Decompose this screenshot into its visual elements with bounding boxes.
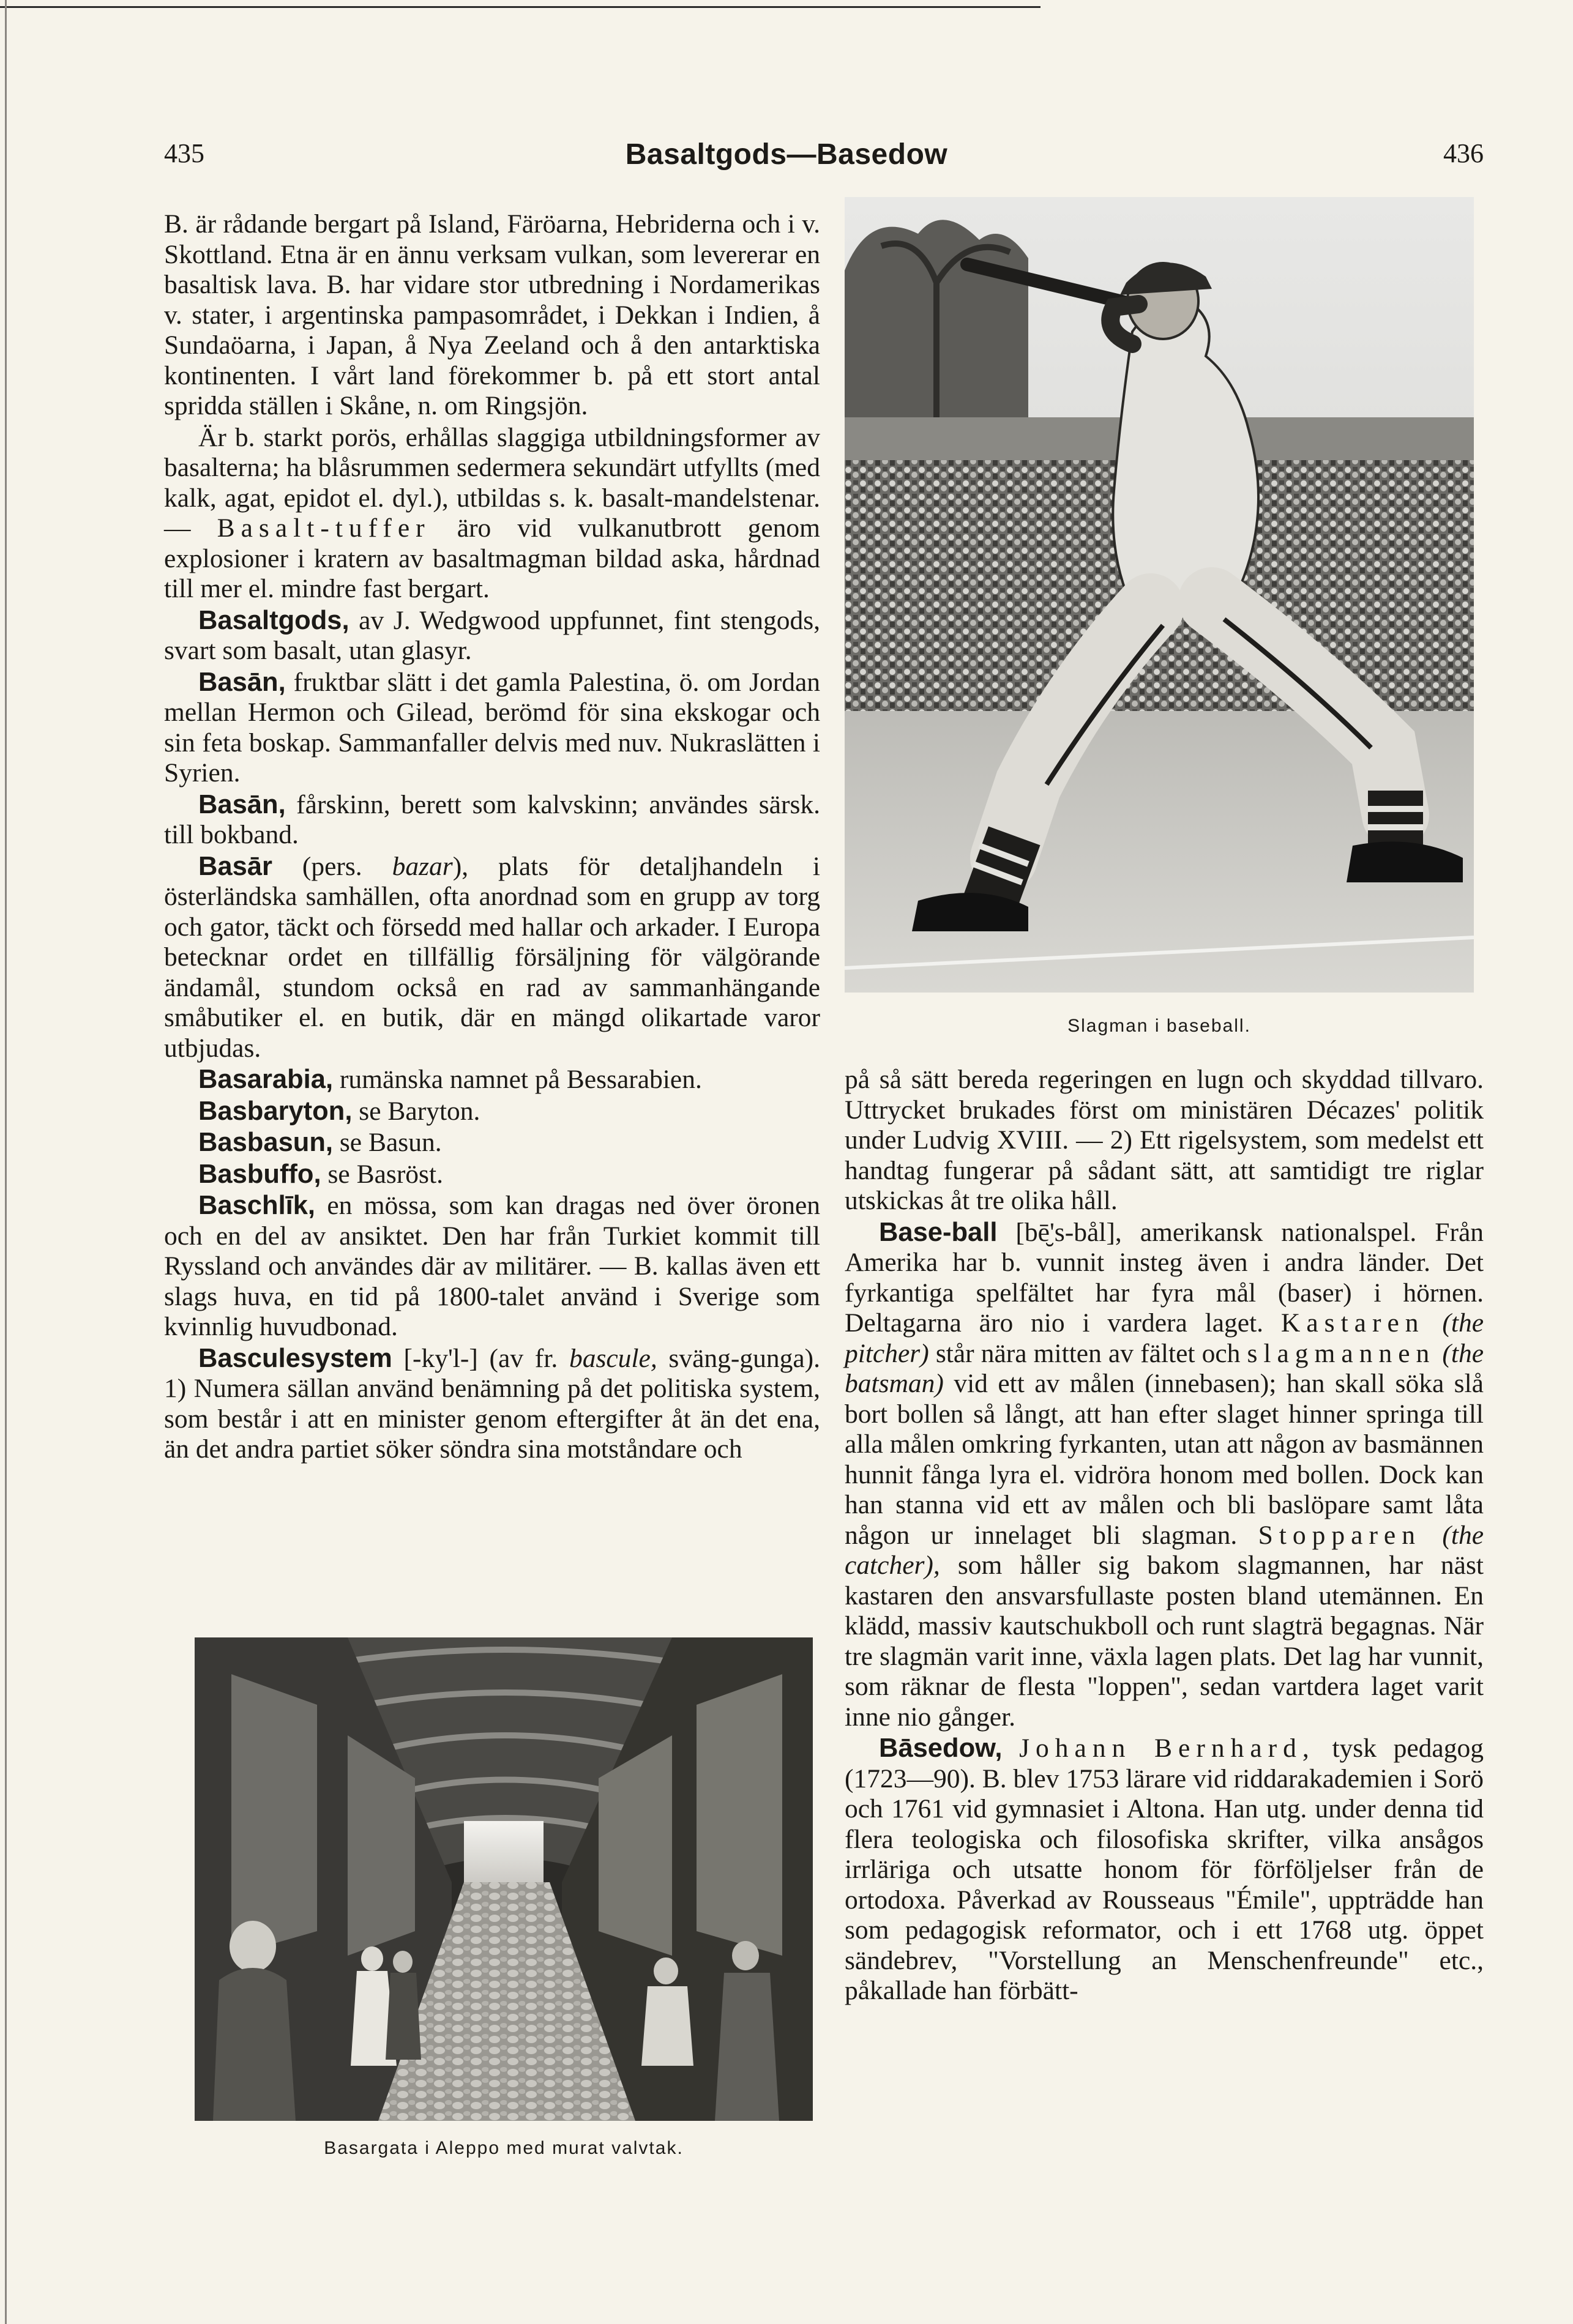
headword: Basār <box>198 851 272 881</box>
text: står nära mitten av fältet och <box>935 1338 1241 1368</box>
headword: Baschlīk, <box>198 1191 316 1220</box>
headword: Base-ball <box>879 1217 998 1247</box>
text: äro vid vulkanutbrott genom explosioner i kratern av basaltmagman bildad aska, hårdnad till mer el. mindre fast bergart. <box>164 513 820 603</box>
text: se Basröst. <box>327 1159 443 1189</box>
bazaar-street-illustration <box>195 1637 813 2121</box>
basalt-paragraph-2 <box>164 423 820 605</box>
baseball-photo <box>845 197 1474 993</box>
entry-basbuffo <box>164 1160 820 1190</box>
text: fruktbar slätt i det gamla Palestina, ö. om Jordan mellan Hermon och Gilead, berömd för sina ekskogar och sin feta boskap. Sammanfaller delvis med nuv. Nukraslätten i Syrien. <box>164 667 820 788</box>
entry-basbaryton <box>164 1097 820 1127</box>
bazaar-caption: Basargata i Aleppo med murat valvtak. <box>324 2138 684 2158</box>
headword: Bāsedow, <box>879 1734 1003 1763</box>
entry-basar <box>164 852 820 1064</box>
text: amerikansk nationalspel. Från Amerika har b. vunnit insteg även i andra länder. Det fyrkantiga spelfältet har fyra mål (baser) i hörnen. Deltagarna äro nio i vardera laget. <box>845 1217 1484 1338</box>
text: av J. Wedgwood uppfunnet, fint stengods, svart som basalt, utan glasyr. <box>164 605 820 665</box>
baseball-caption: Slagman i baseball. <box>1067 1016 1251 1036</box>
text: se Basun. <box>339 1128 442 1157</box>
text: [-ky'l-] (av fr. <box>403 1343 558 1373</box>
running-head: Basaltgods—Basedow <box>625 138 948 171</box>
page-number-right: 436 <box>1443 138 1484 168</box>
text: som håller sig bakom slagmannen, har näst kastaren den ansvarsfullaste posten bland utemännen. En klädd, massiv kautschukboll och runt slagträ begagnas. När tre slagmän varit inne, växla lagen plats. Det lag har vunnit, som räknar de flesta "loppen", sedan vartdera laget varit inne nio gånger. <box>845 1551 1484 1732</box>
left-edge-line <box>5 0 7 2324</box>
entry-basbasun <box>164 1128 820 1158</box>
entry-basaltgods <box>164 606 820 666</box>
basalt-paragraph-1 <box>164 209 820 422</box>
headword: Basān, <box>198 667 286 697</box>
spaced-term: Stopparen <box>1258 1520 1421 1550</box>
text: Är b. starkt porös, erhållas slaggiga utbildningsformer av basalterna; ha blåsrummen sedermera sekundärt utfyllts (med kalk, agat, epidot el. dyl.), utbildas s. k. basalt-mandelstenar. — <box>164 422 820 543</box>
text: tysk pedagog (1723—90). B. blev 1753 lärare vid riddarakademien i Sorö och 1761 vid gymnasiet i Altona. Han utg. under denna tid flera teologiska och filosofiska skrifter, vilka ansågos irrläriga och utsatte honom för förföljelser från de ortodoxa. Påverkad av Rousseaus "Émile", uppträdde han som pedagogisk reformator, och i ett 1768 utg. öppet sändebrev, "Vorstellung an Menschenfreunde" etc., påkallade han förbätt- <box>845 1734 1484 2005</box>
text: fårskinn, berett som kalvskinn; användes särsk. till bokband. <box>164 789 821 849</box>
entry-basan-2 <box>164 790 820 851</box>
text: på så sätt bereda regeringen en lugn och skyddad tillvaro. Uttrycket brukades först om ministären Décazes' politik under Ludvig XVIII. — 2) Ett rigelsystem, som medelst ett handtag fungerar på sådant sätt, att samtidigt tre riglar utskickas åt tre olika håll. <box>845 1065 1484 1215</box>
entry-basedow <box>845 1734 1484 2006</box>
text: en mössa, som kan dragas ned över öronen och en del av ansiktet. Den har från Turkiet kommit till Ryssland och användes där av militärer. — B. kallas även ett slags huva, en tid på 1800-talet använd i Sverige som kvinnlig huvudbonad. <box>164 1191 820 1341</box>
batter-illustration <box>845 197 1474 993</box>
entry-basarabia <box>164 1065 820 1095</box>
headword: Basbaryton, <box>198 1096 353 1126</box>
pronunciation: [bē̮'s-bål], <box>1015 1217 1122 1247</box>
right-column <box>845 1065 1484 2006</box>
text: (pers. <box>302 851 362 881</box>
text: sväng-gunga). 1) Numera sällan använd benämning på det politiska system, som består i att en minister genom eftergifter åt än det ena, än det andra partiet söker söndra sina motståndare och <box>164 1343 821 1464</box>
italic-term: bazar <box>392 851 453 881</box>
page-number-left: 435 <box>164 138 204 168</box>
spaced-term: slagmannen <box>1247 1338 1436 1368</box>
headword: Basbasun, <box>198 1128 333 1157</box>
basculesystem-continuation <box>845 1065 1484 1216</box>
italic-term: bascule, <box>569 1343 657 1373</box>
spaced-term: Johann Bernhard, <box>1019 1734 1315 1763</box>
headword: Basbuffo, <box>198 1159 321 1189</box>
entry-basculesystem <box>164 1344 820 1465</box>
text: se Baryton. <box>359 1096 480 1126</box>
left-column <box>164 209 820 1465</box>
text: rumänska namnet på Bessarabien. <box>339 1065 702 1094</box>
top-edge-line <box>0 6 1041 8</box>
text: vid ett av målen (innebasen); han skall söka slå bort bollen så långt, att han efter slaget hinner springa till alla målen omkring fyrkanten, utan att någon av basmännen hunnit fånga lyra el. vidröra honom med bollen. Dock kan han stanna vid ett av målen och bli baslöpare samt låta någon ur innelaget bli slagman. <box>845 1369 1484 1550</box>
italic-term: (the batsman) <box>845 1338 1484 1398</box>
spaced-term: Kastaren <box>1280 1308 1425 1338</box>
text: ), plats för detaljhandeln i österländska samhällen, ofta anordnad som en grupp av torg och gator, täckt och försedd med hallar och arkader. I Europa betecknar ordet en tillfällig försäljning för välgörande ändamål, stundom också en rad av sammanhängande småbutiker el. en butik, där en mängd olikartade varor utbjudas. <box>164 851 821 1063</box>
headword: Basān, <box>198 789 286 819</box>
headword: Basculesystem <box>198 1343 392 1373</box>
headword: Basaltgods, <box>198 605 349 635</box>
italic-term: (the pitcher) <box>845 1308 1484 1368</box>
text: B. är rådande bergart på Island, Färöarna, Hebriderna och i v. Skottland. Etna är en ännu verksam vulkan, som levererar en basaltisk lava. B. har vidare stor utbredning i Nordamerikas v. stater, i argentinska pampasområdet, i Dekkan i Indien, å Sundaöarna, i Japan, å Nya Zeeland och å den antarktiska kontinenten. I vårt land förekommer b. på ett stort antal spridda ställen i Skåne, n. om Ringsjön. <box>164 209 820 420</box>
entry-basan-1 <box>164 668 820 789</box>
italic-term: (the catcher), <box>845 1520 1484 1580</box>
entry-baschlik <box>164 1191 820 1343</box>
headword: Basarabia, <box>198 1065 334 1094</box>
entry-baseball <box>845 1218 1484 1733</box>
spaced-term: Basalt-tuffer <box>217 513 431 543</box>
aleppo-bazaar-photo <box>195 1637 813 2121</box>
